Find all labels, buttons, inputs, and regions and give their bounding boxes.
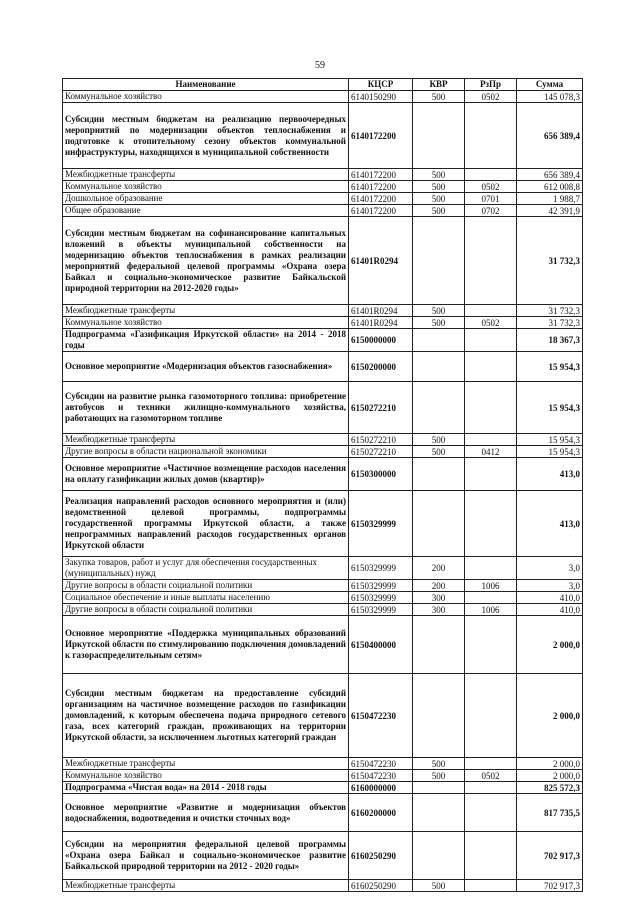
- row-rzpr: [465, 169, 517, 181]
- row-sum: 825 572,3: [517, 782, 583, 794]
- row-code: 6140172200: [349, 103, 413, 169]
- row-rzpr: [465, 557, 517, 580]
- row-kvr: 200: [413, 557, 465, 580]
- header-rzpr: РзПр: [465, 79, 517, 91]
- row-kvr: [413, 491, 465, 557]
- header-kvr: КВР: [413, 79, 465, 91]
- row-rzpr: [465, 832, 517, 880]
- table-row: [63, 782, 583, 794]
- row-rzpr: [465, 382, 517, 434]
- row-kvr: [413, 782, 465, 794]
- row-sum: 413,0: [517, 458, 583, 491]
- row-name: Межбюджетные трансферты: [63, 880, 349, 892]
- row-kvr: [413, 616, 465, 674]
- table-row: [63, 217, 583, 305]
- row-sum: 817 735,5: [517, 794, 583, 832]
- row-kvr: 500: [413, 434, 465, 446]
- row-rzpr: 0412: [465, 446, 517, 458]
- table-row: [63, 181, 583, 193]
- row-code: 6160250290: [349, 832, 413, 880]
- table-row: [63, 604, 583, 616]
- row-name: Социальное обеспечение и иные выплаты населению: [63, 592, 349, 604]
- row-kvr: 500: [413, 169, 465, 181]
- row-name: Дошкольное образование: [63, 193, 349, 205]
- row-name: Другие вопросы в области социальной политики: [63, 580, 349, 592]
- row-code: 6150329999: [349, 580, 413, 592]
- table-row: [63, 317, 583, 329]
- row-code: 6140172200: [349, 169, 413, 181]
- row-kvr: 500: [413, 880, 465, 892]
- row-sum: 145 078,3: [517, 91, 583, 103]
- table-row: [63, 103, 583, 169]
- row-rzpr: 0502: [465, 770, 517, 782]
- row-code: 6150329999: [349, 557, 413, 580]
- row-kvr: 500: [413, 205, 465, 217]
- row-code: 6150329999: [349, 491, 413, 557]
- table-row: [63, 193, 583, 205]
- row-rzpr: [465, 880, 517, 892]
- row-sum: 702 917,3: [517, 880, 583, 892]
- table-row: [63, 592, 583, 604]
- row-sum: 410,0: [517, 592, 583, 604]
- row-code: 6140172200: [349, 181, 413, 193]
- row-kvr: 300: [413, 592, 465, 604]
- row-rzpr: [465, 592, 517, 604]
- row-kvr: [413, 352, 465, 382]
- row-code: 6160250290: [349, 880, 413, 892]
- row-code: 6140150290: [349, 91, 413, 103]
- header-code: КЦСР: [349, 79, 413, 91]
- row-sum: 2 000,0: [517, 758, 583, 770]
- row-code: 6150272210: [349, 382, 413, 434]
- row-rzpr: [465, 758, 517, 770]
- row-sum: 15 954,3: [517, 352, 583, 382]
- row-name: Межбюджетные трансферты: [63, 758, 349, 770]
- row-name: Реализация направлений расходов основного мероприятия и (или) ведомственной целевой программы, подпрограммы государственной программы Иркутской области, а также непрограммных направлений расходов государственных органов Иркутской области: [63, 491, 349, 557]
- row-sum: 656 389,4: [517, 169, 583, 181]
- row-rzpr: [465, 103, 517, 169]
- row-sum: 31 732,3: [517, 305, 583, 317]
- row-code: 61401R0294: [349, 305, 413, 317]
- row-sum: 413,0: [517, 491, 583, 557]
- row-name: Основное мероприятие «Поддержка муниципальных образований Иркутской области по стимулированию подключения домовладений к газораспределительным сетям»: [63, 616, 349, 674]
- row-rzpr: [465, 305, 517, 317]
- row-name: Коммунальное хозяйство: [63, 770, 349, 782]
- row-code: 6150200000: [349, 352, 413, 382]
- row-rzpr: 0702: [465, 205, 517, 217]
- row-rzpr: 0701: [465, 193, 517, 205]
- row-sum: 2 000,0: [517, 770, 583, 782]
- table-row: [63, 352, 583, 382]
- table-row: [63, 770, 583, 782]
- row-sum: 612 008,8: [517, 181, 583, 193]
- row-kvr: [413, 794, 465, 832]
- table-row: [63, 91, 583, 103]
- row-kvr: [413, 329, 465, 352]
- table-row: [63, 382, 583, 434]
- row-code: 6140172200: [349, 205, 413, 217]
- header-sum: Сумма: [517, 79, 583, 91]
- row-name: Основное мероприятие «Частичное возмещение расходов населения на оплату газификации жилых домов (квартир)»: [63, 458, 349, 491]
- row-code: 6150272210: [349, 446, 413, 458]
- row-name: Коммунальное хозяйство: [63, 317, 349, 329]
- row-name: Субсидии местным бюджетам на софинансирование капитальных вложений в объекты муниципальной собственности на модернизацию объектов теплоснабжения в рамках реализации мероприятий федеральной целевой программы «Охрана озера Байкал и социально-экономическое развитие Байкальской природной территории на 2012-2020 годы»: [63, 217, 349, 305]
- row-kvr: 500: [413, 758, 465, 770]
- row-name: Субсидии на развитие рынка газомоторного топлива: приобретение автобусов и техники жилищно-коммунального хозяйства, работающих на газомоторном топливе: [63, 382, 349, 434]
- row-name: Другие вопросы в области социальной политики: [63, 604, 349, 616]
- row-sum: 31 732,3: [517, 317, 583, 329]
- row-kvr: [413, 103, 465, 169]
- row-kvr: 500: [413, 193, 465, 205]
- header-name: Наименование: [63, 79, 349, 91]
- table-row: [63, 434, 583, 446]
- row-kvr: [413, 458, 465, 491]
- table-row: [63, 794, 583, 832]
- row-sum: 656 389,4: [517, 103, 583, 169]
- row-code: 6150400000: [349, 616, 413, 674]
- row-name: Другие вопросы в области национальной экономики: [63, 446, 349, 458]
- row-rzpr: [465, 329, 517, 352]
- table-row: [63, 580, 583, 592]
- row-rzpr: 0502: [465, 181, 517, 193]
- row-name: Коммунальное хозяйство: [63, 91, 349, 103]
- row-name: Основное мероприятие «Модернизация объектов газоснабжения»: [63, 352, 349, 382]
- table-row: [63, 446, 583, 458]
- row-sum: 42 391,9: [517, 205, 583, 217]
- row-name: Подпрограмма «Чистая вода» на 2014 - 2018 годы: [63, 782, 349, 794]
- row-rzpr: [465, 458, 517, 491]
- row-name: Коммунальное хозяйство: [63, 181, 349, 193]
- row-code: 6150472230: [349, 758, 413, 770]
- row-sum: 3,0: [517, 557, 583, 580]
- table-row: [63, 329, 583, 352]
- row-rzpr: [465, 352, 517, 382]
- row-rzpr: [465, 434, 517, 446]
- row-kvr: 500: [413, 317, 465, 329]
- row-kvr: 300: [413, 604, 465, 616]
- row-kvr: [413, 217, 465, 305]
- row-rzpr: [465, 674, 517, 758]
- row-code: 6150300000: [349, 458, 413, 491]
- row-name: Подпрограмма «Газификация Иркутской области» на 2014 - 2018 годы: [63, 329, 349, 352]
- budget-table: [62, 78, 583, 892]
- row-code: 6150329999: [349, 592, 413, 604]
- row-rzpr: 1006: [465, 604, 517, 616]
- row-sum: 31 732,3: [517, 217, 583, 305]
- row-name: Общее образование: [63, 205, 349, 217]
- page-number: 59: [315, 60, 325, 71]
- row-kvr: [413, 382, 465, 434]
- row-sum: 2 000,0: [517, 674, 583, 758]
- row-code: 61401R0294: [349, 317, 413, 329]
- row-kvr: 500: [413, 181, 465, 193]
- row-rzpr: [465, 217, 517, 305]
- row-code: 6150472230: [349, 674, 413, 758]
- row-code: 6140172200: [349, 193, 413, 205]
- row-kvr: [413, 832, 465, 880]
- row-kvr: 500: [413, 305, 465, 317]
- row-code: 6160200000: [349, 794, 413, 832]
- row-sum: 2 000,0: [517, 616, 583, 674]
- row-name: Межбюджетные трансферты: [63, 169, 349, 181]
- table-row: [63, 674, 583, 758]
- row-kvr: 500: [413, 91, 465, 103]
- row-name: Субсидии на мероприятия федеральной целевой программы «Охрана озера Байкал и социально-экономическое развитие Байкальской природной территории на 2012 - 2020 годы»: [63, 832, 349, 880]
- row-sum: 410,0: [517, 604, 583, 616]
- row-name: Основное мероприятие «Развитие и модернизация объектов водоснабжения, водоотведения и очистки сточных вод»: [63, 794, 349, 832]
- row-rzpr: 1006: [465, 580, 517, 592]
- table-row: [63, 458, 583, 491]
- table-row: [63, 616, 583, 674]
- row-sum: 18 367,3: [517, 329, 583, 352]
- table-header-row: [63, 79, 583, 91]
- table-row: [63, 169, 583, 181]
- row-sum: 15 954,3: [517, 434, 583, 446]
- row-name: Закупка товаров, работ и услуг для обеспечения государственных (муниципальных) нужд: [63, 557, 349, 580]
- table-row: [63, 205, 583, 217]
- table-row: [63, 305, 583, 317]
- row-code: 6150329999: [349, 604, 413, 616]
- row-rzpr: 0502: [465, 317, 517, 329]
- row-rzpr: [465, 491, 517, 557]
- row-sum: 702 917,3: [517, 832, 583, 880]
- row-sum: 15 954,3: [517, 382, 583, 434]
- row-name: Межбюджетные трансферты: [63, 305, 349, 317]
- row-sum: 15 954,3: [517, 446, 583, 458]
- table-row: [63, 832, 583, 880]
- row-code: 6150472230: [349, 770, 413, 782]
- row-kvr: 200: [413, 580, 465, 592]
- row-code: 6150000000: [349, 329, 413, 352]
- row-name: Субсидии местным бюджетам на реализацию первоочередных мероприятий по модернизации объектов теплоснабжения и подготовке к отопительному сезону объектов коммунальной инфраструктуры, находящихся в муниципальной собственности: [63, 103, 349, 169]
- table-row: [63, 758, 583, 770]
- row-name: Межбюджетные трансферты: [63, 434, 349, 446]
- row-kvr: [413, 674, 465, 758]
- row-code: 6150272210: [349, 434, 413, 446]
- row-rzpr: [465, 782, 517, 794]
- table-row: [63, 557, 583, 580]
- table-row: [63, 880, 583, 892]
- row-name: Субсидии местным бюджетам на предоставление субсидий организациям на частичное возмещение расходов по газификации домовладений, к которым обеспечена подача природного сетевого газа, всех категорий граждан, проживающих на территории Иркутской области, за исключением льготных категорий граждан: [63, 674, 349, 758]
- row-code: 6160000000: [349, 782, 413, 794]
- row-rzpr: [465, 794, 517, 832]
- row-rzpr: [465, 616, 517, 674]
- table-row: [63, 491, 583, 557]
- row-kvr: 500: [413, 770, 465, 782]
- row-code: 61401R0294: [349, 217, 413, 305]
- row-sum: 3,0: [517, 580, 583, 592]
- row-kvr: 500: [413, 446, 465, 458]
- row-rzpr: 0502: [465, 91, 517, 103]
- row-sum: 1 988,7: [517, 193, 583, 205]
